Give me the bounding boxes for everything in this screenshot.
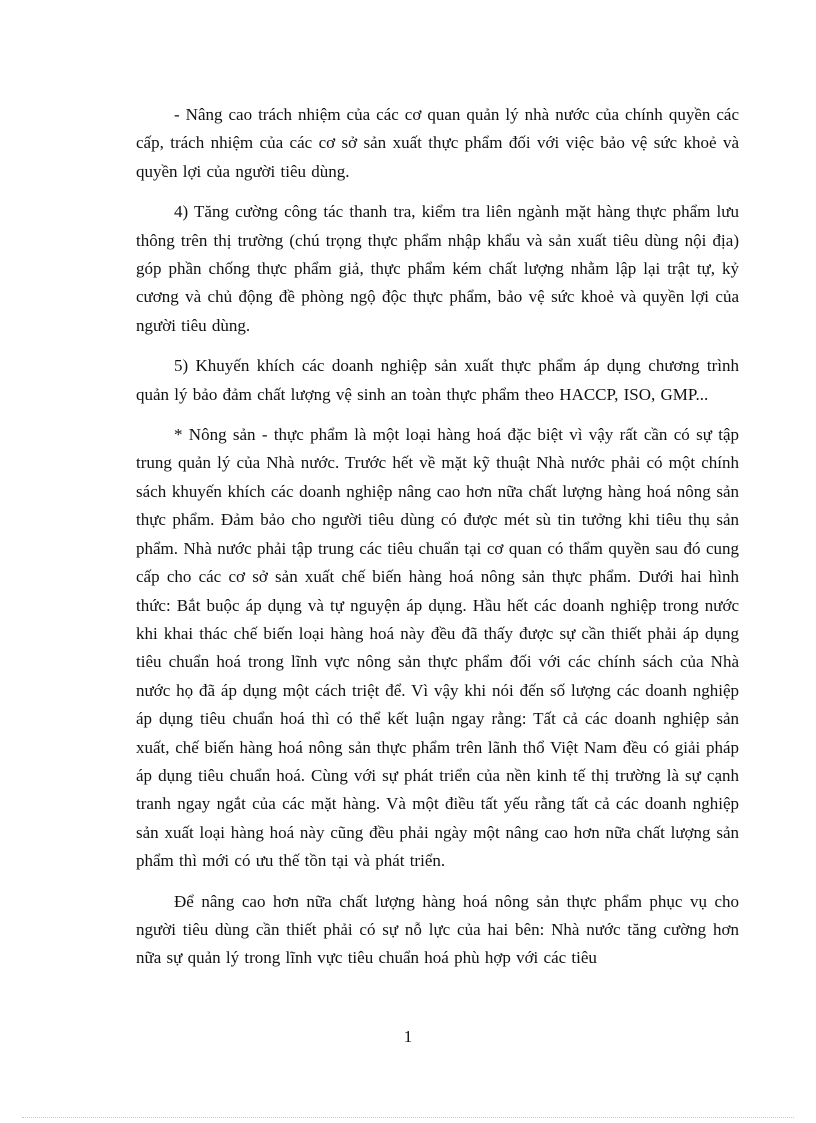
- page-bottom-divider: [22, 1117, 794, 1118]
- paragraph-responsibility: - Nâng cao trách nhiệm của các cơ quan quản lý nhà nước của chính quyền các cấp, trách nhiệm của các cơ sở sản xuất thực phẩm đối với việc bảo vệ sức khoẻ và quyền lợi của người tiêu dùng.: [136, 105, 739, 181]
- paragraph-improvement: Để nâng cao hơn nữa chất lượng hàng hoá nông sản thực phẩm phục vụ cho người tiêu dùng cần thiết phải có sự nỗ lực của hai bên: Nhà nước tăng cường hơn nữa sự quản lý trong lĩnh vực tiêu chuẩn hoá phù hợp với các tiêu: [136, 891, 739, 968]
- page-number: 1: [403, 1027, 413, 1046]
- paragraph-inspection: 4) Tăng cường công tác thanh tra, kiểm tra liên ngành mặt hàng thực phẩm lưu thông trên thị trường (chú trọng thực phẩm nhập khẩu và sản xuất tiêu dùng nội địa) góp phần chống thực phẩm giả, thực phẩm kém chất lượng nhằm lập lại trật tự, kỷ cương và chủ động đề phòng ngộ độc thực phẩm, bảo vệ sức khoẻ và quyền lợi của người tiêu dùng.: [136, 202, 739, 335]
- document-body: [136, 101, 739, 973]
- paragraph-standardization: * Nông sản - thực phẩm là một loại hàng hoá đặc biệt vì vậy rất cần có sự tập trung quản lý của Nhà nước. Trước hết về mặt kỹ thuật Nhà nước phải có một chính sách khuyến khích các doanh nghiệp nâng cao hơn nữa chất lượng hàng hoá nông sản thực phẩm. Đảm bảo cho người tiêu dùng có được mét sù tin tưởng khi tiêu thụ sản phẩm. Nhà nước phải tập trung các tiêu chuẩn tại cơ quan có thẩm quyền sau đó cung cấp cho các cơ sở sản xuất chế biến hàng hoá nông sản thực phẩm. Dưới hai hình thức: Bắt buộc áp dụng và tự nguyện áp dụng. Hầu hết các doanh nghiệp trong nước khi khai thác chế biến loại hàng hoá này đều đã thấy được sự cần thiết phải áp dụng tiêu chuẩn hoá trong lĩnh vực nông sản thực phẩm đối với các chính sách của Nhà nước họ đã áp dụng một cách triệt để. Vì vậy khi nói đến số lượng các doanh nghiệp áp dụng tiêu chuẩn hoá thì có thể kết luận ngay rằng: Tất cả các doanh nghiệp sản xuất, chế biến hàng hoá nông sản thực phẩm trên lãnh thổ Việt Nam đều có giải pháp áp dụng tiêu chuẩn hoá. Cùng với sự phát triển của nền kinh tế thị trường là sự cạnh tranh ngay ngắt của các mặt hàng. Và một điều tất yếu rằng tất cả các doanh nghiệp sản xuất loại hàng hoá này cũng đều phải ngày một nâng cao hơn nữa chất lượng sản phẩm thì mới có ưu thế tồn tại và phát triển.: [136, 425, 739, 871]
- paragraph-quality-programs: 5) Khuyến khích các doanh nghiệp sản xuất thực phẩm áp dụng chương trình quản lý bảo đảm chất lượng vệ sinh an toàn thực phẩm theo HACCP, ISO, GMP...: [136, 356, 739, 404]
